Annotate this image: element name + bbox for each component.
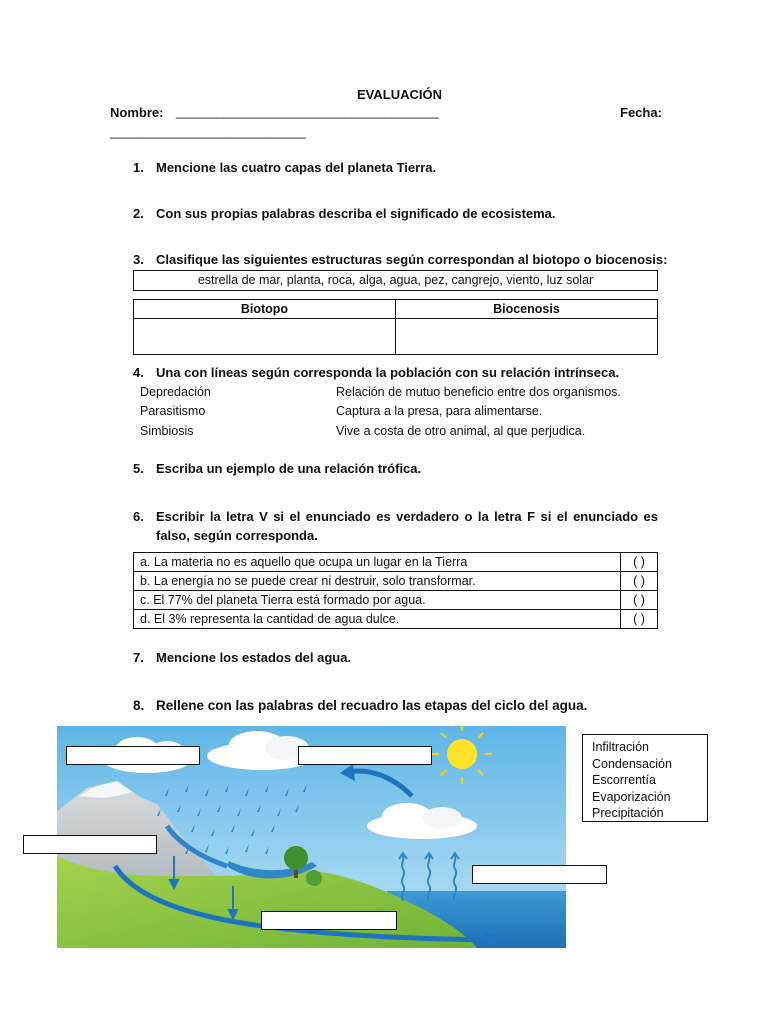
relation-right-3[interactable]: Vive a costa de otro animal, al que perjudica.: [336, 424, 586, 438]
question-4: [133, 365, 619, 380]
word-infiltracion: Infiltración: [592, 740, 649, 754]
answer-mark-a[interactable]: ( ): [621, 553, 658, 572]
name-line[interactable]: _______________________________________: [176, 104, 439, 119]
word-escorrentia: Escorrentía: [592, 773, 656, 787]
column-header-biocenosis: Biocenosis: [395, 300, 657, 319]
question-number: 1.: [133, 160, 144, 175]
column-header-biotopo: Biotopo: [134, 300, 396, 319]
answer-mark-c[interactable]: ( ): [621, 591, 658, 610]
question-5: [133, 461, 421, 476]
classification-table: [133, 299, 658, 355]
statement-c: c. El 77% del planeta Tierra está formado por agua.: [134, 591, 621, 610]
question-text: Con sus propias palabras describa el significado de ecosistema.: [156, 206, 556, 221]
cycle-word-box: [582, 734, 708, 822]
question-number: 4.: [133, 365, 144, 380]
cycle-label-blank-3[interactable]: [23, 835, 157, 854]
question-number: 5.: [133, 461, 144, 476]
relation-left-2[interactable]: Parasitismo: [140, 404, 206, 418]
question-number: 8.: [133, 698, 145, 713]
relation-right-2[interactable]: Captura a la presa, para alimentarse.: [336, 404, 543, 418]
page-title: EVALUACIÓN: [357, 87, 442, 102]
question-3: [133, 252, 667, 267]
cycle-label-blank-2[interactable]: [298, 746, 432, 765]
relation-left-3[interactable]: Simbiosis: [140, 424, 194, 438]
date-label: Fecha:: [620, 105, 662, 120]
question-text: Clasifique las siguientes estructuras según correspondan al biotopo o biocenosis:: [156, 252, 668, 267]
cycle-label-blank-5[interactable]: [261, 911, 397, 930]
answer-cell-biocenosis[interactable]: [395, 319, 657, 355]
question-text: Una con líneas según corresponda la población con su relación intrínseca.: [156, 365, 620, 380]
question-6: [133, 507, 658, 545]
word-bank-box: [133, 270, 658, 291]
bush: [306, 870, 322, 886]
question-2: [133, 206, 556, 221]
relation-right-1[interactable]: Relación de mutuo beneficio entre dos organismos.: [336, 385, 621, 399]
question-text: Mencione las cuatro capas del planeta Tierra.: [156, 160, 437, 175]
word-condensacion: Condensación: [592, 756, 672, 771]
question-number: 2.: [133, 206, 144, 221]
word-bank-text: estrella de mar, planta, roca, alga, agua, pez, cangrejo, viento, luz solar: [197, 273, 594, 287]
question-7: [133, 650, 351, 665]
cycle-label-blank-4[interactable]: [472, 865, 607, 884]
question-text: Mencione los estados del agua.: [156, 650, 352, 665]
answer-mark-b[interactable]: ( ): [621, 572, 658, 591]
word-evaporizacion: Evaporización: [592, 789, 671, 804]
statement-a: a. La materia no es aquello que ocupa un lugar en la Tierra: [134, 553, 621, 572]
question-number: 6.: [133, 509, 144, 524]
date-line[interactable]: _____________________________: [110, 124, 306, 139]
answer-cell-biotopo[interactable]: [134, 319, 396, 355]
word-precipitacion: Precipitación: [592, 806, 664, 820]
cycle-label-blank-1[interactable]: [66, 746, 200, 765]
question-number: 3.: [133, 252, 144, 267]
true-false-table: [133, 552, 658, 629]
answer-mark-d[interactable]: ( ): [621, 610, 658, 629]
statement-b: b. La energía no se puede crear ni destruir, solo transformar.: [134, 572, 621, 591]
statement-d: d. El 3% representa la cantidad de agua dulce.: [134, 610, 621, 629]
question-number: 7.: [133, 650, 144, 665]
question-8: [133, 698, 587, 713]
question-1: [133, 160, 436, 175]
question-text: Escriba un ejemplo de una relación trófica.: [156, 461, 422, 476]
question-text: Escribir la letra V si el enunciado es verdadero o la letra F si el enunciado es falso, según corresponda.: [156, 509, 658, 543]
relation-left-1[interactable]: Depredación: [140, 385, 211, 399]
question-text: Rellene con las palabras del recuadro las etapas del ciclo del agua.: [156, 698, 588, 713]
tree-crown: [284, 846, 308, 870]
name-label: Nombre:: [110, 105, 164, 120]
